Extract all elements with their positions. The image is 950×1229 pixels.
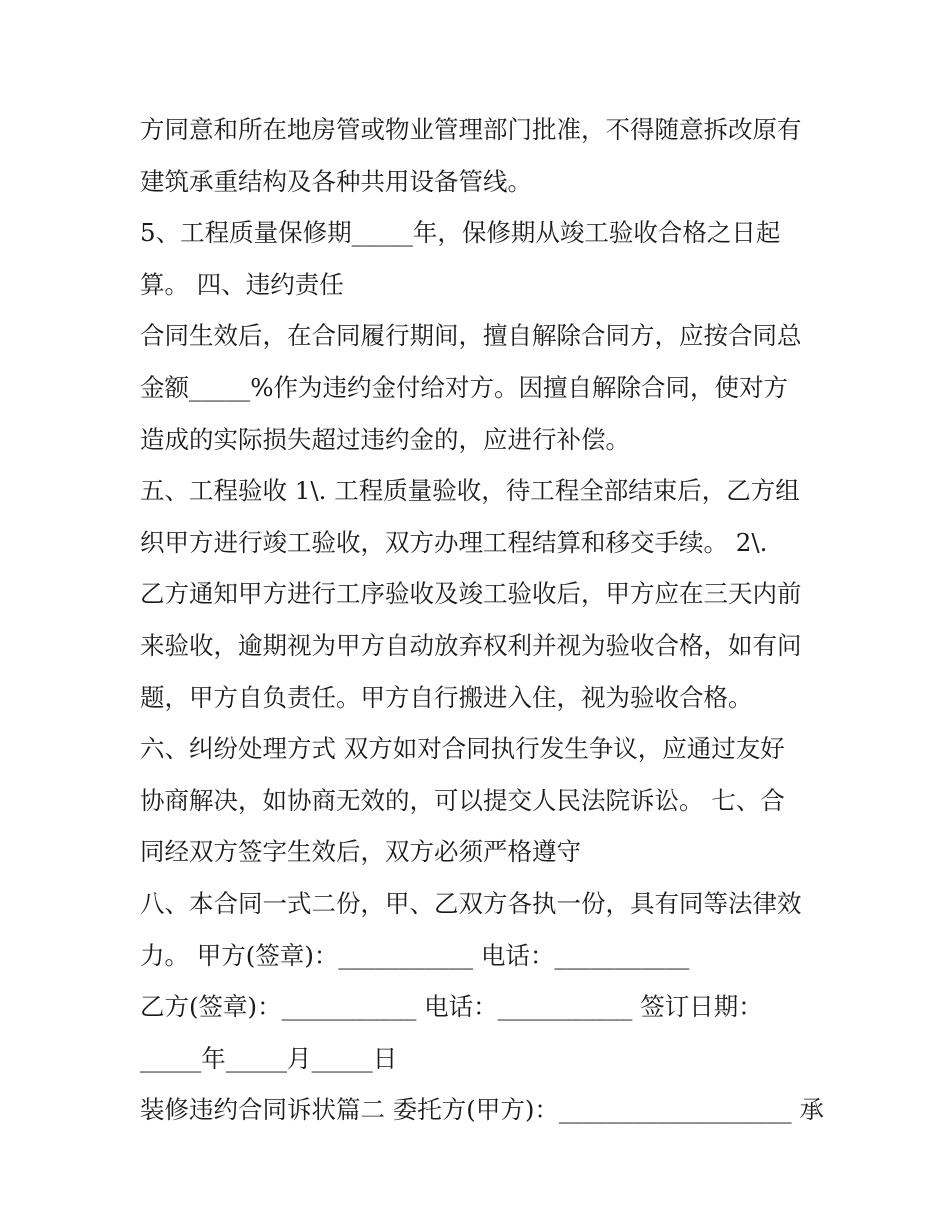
text-line: 方同意和所在地房管或物业管理部门批准，不得随意拆改原有 bbox=[140, 115, 802, 144]
text-line: 算。 四、违约责任 bbox=[140, 269, 344, 299]
text-line: 织甲方进行竣工验收，双方办理工程结算和移交手续。 2\. bbox=[140, 527, 768, 557]
text-line: 建筑承重结构及各种共用设备管线。 bbox=[140, 166, 532, 196]
text-line: 五、工程验收 1\. 工程质量验收，待工程全部结束后，乙方组 bbox=[140, 476, 800, 506]
text-line: 造成的实际损失超过违约金的，应进行补偿。 bbox=[140, 424, 630, 454]
text-line: 来验收，逾期视为甲方自动放弃权利并视为验收合格，如有问 bbox=[140, 630, 802, 660]
section-heading-line: 装修违约合同诉状篇二 委托方(甲方)：___________________ 承 bbox=[140, 1095, 824, 1125]
contract-text bbox=[140, 104, 840, 1136]
text-line: 八、本合同一式二份，甲、乙双方各执一份，具有同等法律效 bbox=[140, 888, 802, 918]
text-line: 5、工程质量保修期_____年，保修期从竣工验收合格之日起 bbox=[140, 218, 781, 248]
text-line: 乙方通知甲方进行工序验收及竣工验收后，甲方应在三天内前 bbox=[140, 579, 802, 609]
date-line: _____年_____月_____日 bbox=[140, 1043, 398, 1073]
text-line: 协商解决，如协商无效的，可以提交人民法院诉讼。 七、合 bbox=[140, 785, 785, 815]
signature-line-party-b: 乙方(签章)：___________ 电话：___________ 签订日期： bbox=[140, 992, 763, 1022]
text-line: 金额_____%作为违约金付给对方。因擅自解除合同，使对方 bbox=[140, 372, 789, 402]
text-line: 同经双方签字生效后，双方必须严格遵守 bbox=[140, 837, 581, 867]
text-line: 题，甲方自负责任。甲方自行搬进入住，视为验收合格。 bbox=[140, 682, 753, 712]
signature-line-party-a: 力。 甲方(签章)：___________ 电话：___________ bbox=[140, 940, 690, 970]
text-line: 六、纠纷处理方式 双方如对合同执行发生争议，应通过友好 bbox=[140, 734, 785, 764]
text-line: 合同生效后，在合同履行期间，擅自解除合同方，应按合同总 bbox=[140, 321, 802, 351]
